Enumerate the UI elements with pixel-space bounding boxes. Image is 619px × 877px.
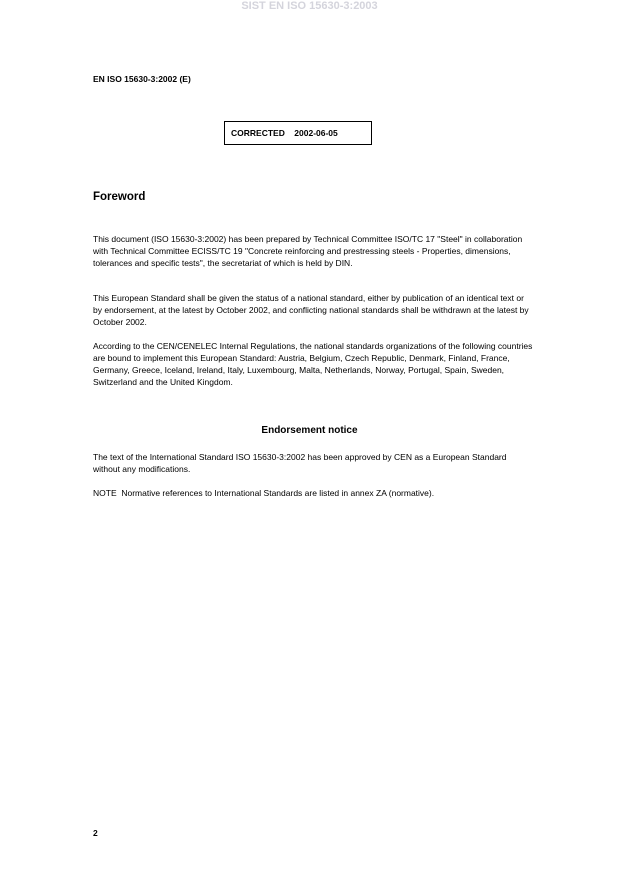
foreword-paragraph-3: According to the CEN/CENELEC Internal Regulations, the national standards organizations of the following countries are bound to implement this European Standard: Austria, Belgium, Czech Republic, Denmark, Finland, France, Germany, Greece, Iceland, Ireland, Italy, Luxembourg, Malta, Netherlands, Norway, Portugal, Spain, Sweden, Switzerland and the United Kingdom. [93,341,533,387]
document-id: EN ISO 15630-3:2002 (E) [93,74,191,84]
page-number: 2 [93,828,98,838]
corrected-stamp: CORRECTED 2002-06-05 [224,121,372,145]
watermark: SIST EN ISO 15630-3:2003 [241,0,378,12]
endorsement-note: NOTE Normative references to International Standards are listed in annex ZA (normative). [93,488,435,498]
endorsement-text: The text of the International Standard ISO 15630-3:2002 has been approved by CEN as a European Standard without any modifications. [93,452,507,474]
foreword-paragraph-2: This European Standard shall be given the status of a national standard, either by publication of an identical text or by endorsement, at the latest by October 2002, and conflicting national standards shall be withdrawn at the latest by October 2002. [93,293,529,327]
foreword-heading: Foreword [93,191,146,203]
endorsement-heading: Endorsement notice [261,425,358,436]
foreword-paragraph-1: This document (ISO 15630-3:2002) has been prepared by Technical Committee ISO/TC 17 "Steel" in collaboration with Technical Committee ECISS/TC 19 "Concrete reinforcing and prestressing steels - Properties, dimensions, tolerances and specific tests", the secretariat of which is held by DIN. [93,234,523,268]
